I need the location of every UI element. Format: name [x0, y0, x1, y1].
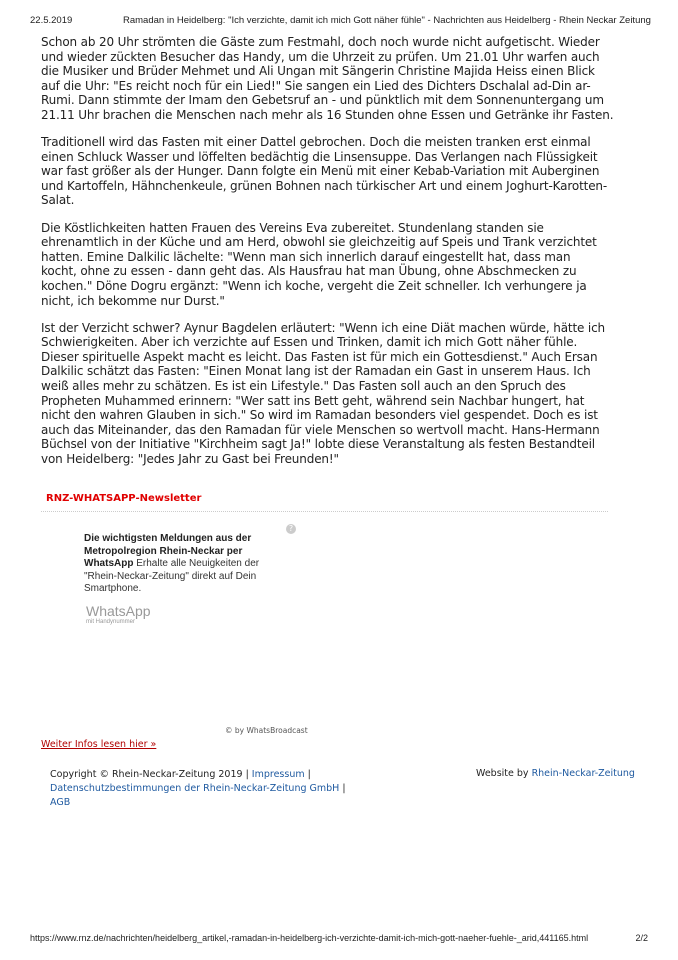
print-title: Ramadan in Heidelberg: "Ich verzichte, damit ich mich Gott näher fühle" - Nachrichten aus Heidelberg - Rhein Neckar Zeitung: [123, 15, 651, 26]
page-number: 2/2: [635, 933, 648, 943]
website-by: [476, 768, 635, 779]
article-paragraph: [41, 135, 651, 208]
more-info-link[interactable]: Weiter Infos lesen hier »: [41, 739, 157, 750]
paragraph-line: Dieser spirituelle Aspekt macht es leicht. Das Fasten ist für mich ein Gottesdienst." Auch Ersan: [41, 349, 598, 364]
paragraph-line: Schon ab 20 Uhr strömten die Gäste zum Festmahl, doch noch wurde nicht aufgetischt. Wieder: [41, 35, 600, 49]
paragraph-line: auf die Uhr: "Es reicht noch für ein Lied!" Sie sangen ein Lied des Dichters Dschalal ad-Din ar-: [41, 78, 591, 93]
print-date: 22.5.2019: [30, 15, 73, 26]
paragraph-line: ehrenamtlich in der Küche und am Herd, obwohl sie gleichzeitig auf Speis und Trank verzichtet: [41, 235, 597, 250]
impressum-link[interactable]: Impressum: [251, 769, 305, 780]
agb-link[interactable]: AGB: [50, 797, 71, 808]
paragraph-line: die Musiker und Brüder Mehmet und Ali Ungan mit Sängerin Christine Majida Heiss einen Blick: [41, 64, 595, 79]
paragraph-line: 21.11 Uhr brachen die Menschen nach mehr als 16 Stunden ohne Essen und Getränke ihr Fasten.: [41, 107, 614, 122]
paragraph-line: auch das Miteinander, das den Ramadan für viele Menschen so wertvoll macht. Hans-Hermann: [41, 422, 600, 437]
separator: |: [339, 783, 346, 794]
print-header: [30, 15, 651, 27]
newsletter-title: RNZ-WHATSAPP-Newsletter: [46, 493, 202, 504]
copyright-text: Copyright © Rhein-Neckar-Zeitung 2019 |: [50, 769, 252, 780]
datenschutz-link[interactable]: Datenschutzbestimmungen der Rhein-Neckar-Zeitung GmbH: [50, 783, 340, 794]
paragraph-line: Salat.: [41, 193, 75, 208]
divider: [41, 511, 608, 512]
paragraph-line: Dalkilic schätzt das Fasten: "Einen Monat lang ist der Ramadan ein Gast in unserem Haus. Ich: [41, 364, 591, 379]
copyright: [50, 768, 346, 810]
paragraph-line: nicht den wahren Glauben in sich." So wird im Ramadan besonders viel gespendet. Doch es ist: [41, 408, 598, 423]
newsletter-description: [84, 533, 274, 596]
print-footer: [30, 933, 648, 943]
newsletter-text: Erhalte alle Neuigkeiten der "Rhein-Neckar-Zeitung" direkt auf Dein Smartphone.: [84, 558, 260, 594]
paragraph-line: Propheten Muhammed erinnern: "Wer satt ins Bett geht, während sein Nachbar hungert, hat: [41, 393, 585, 408]
paragraph-line: war fast größer als der Hunger. Dann folgte ein Menü mit einer Kebab-Variation mit Auberginen: [41, 164, 600, 179]
newsletter-bold-text: Die wichtigsten Meldungen aus der Metropolregion Rhein-Neckar per WhatsApp: [84, 533, 252, 569]
paragraph-line: Traditionell wird das Fasten mit einer Dattel gebrochen. Doch die meisten tranken erst einmal: [41, 135, 591, 150]
paragraph-line: von Heidelberg: "Jedes Jahr zu Gast bei Freunden!": [41, 451, 339, 466]
paragraph-line: und Kartoffeln, Hähnchenkeule, grünen Bohnen nach türkischer Art und einem Joghurt-Karotten-: [41, 178, 608, 193]
whatsbroadcast-credit: © by WhatsBroadcast: [225, 726, 308, 735]
article-paragraph: [41, 35, 651, 123]
paragraph-line: einen Schluck Wasser und löffelten bedächtig die Linsensuppe. Das Verlangen nach Flüssigkeit: [41, 149, 598, 164]
article-body: [41, 35, 651, 479]
separator: |: [304, 769, 311, 780]
website-by-link[interactable]: Rhein-Neckar-Zeitung: [531, 768, 635, 779]
paragraph-line: Rumi. Dann stimmte der Imam den Gebetsruf an - und pünktlich mit dem Sonnenuntergang um: [41, 93, 604, 108]
article-paragraph: [41, 221, 651, 309]
website-by-text: Website by: [476, 768, 532, 779]
whatsapp-button[interactable]: [86, 603, 151, 625]
paragraph-line: kocht, ohne zu essen - dann geht das. Als Hausfrau hat man Übung, ohne Abschmecken zu: [41, 264, 577, 279]
paragraph-line: kochen." Döne Dogru ergänzt: "Wenn ich koche, vergeht die Zeit schneller. Ich verhungere ja: [41, 278, 587, 293]
paragraph-line: Schwierigkeiten. Aber ich verzichte auf Essen und Trinken, damit ich mich Gott näher fühle.: [41, 335, 578, 350]
paragraph-line: weiß alles mehr zu schätzen. Es ist ein Lifestyle." Das Fasten soll auch an den Spruch des: [41, 378, 566, 393]
paragraph-line: Die Köstlichkeiten hatten Frauen des Vereins Eva zubereitet. Stundenlang standen sie: [41, 220, 544, 235]
help-icon[interactable]: ?: [286, 524, 296, 534]
paragraph-line: Ist der Verzicht schwer? Aynur Bagdelen erläutert: "Wenn ich eine Diät machen würde, hätte ich: [41, 320, 605, 335]
article-paragraph: [41, 321, 651, 467]
paragraph-line: hatten. Emine Dalkilic lächelte: "Wenn man sich innerlich darauf eingestellt hat, dass man: [41, 249, 571, 264]
print-url: https://www.rnz.de/nachrichten/heidelberg_artikel,-ramadan-in-heidelberg-ich-verzichte-damit-ich-mich-gott-naeher-fuehle-_arid,441165.html: [30, 933, 589, 943]
paragraph-line: und wieder zückten Besucher das Handy, um die Uhrzeit zu prüfen. Um 21.01 Uhr warfen auch: [41, 49, 600, 64]
paragraph-line: nicht, ich bekomme nur Durst.": [41, 293, 225, 308]
paragraph-line: Büchsel von der Initiative "Kirchheim sagt Ja!" lobte diese Veranstaltung als festen Bestandteil: [41, 437, 595, 452]
whatsapp-sublabel: mit Handynummer: [86, 619, 136, 625]
whatsapp-label: WhatsApp: [86, 603, 151, 619]
